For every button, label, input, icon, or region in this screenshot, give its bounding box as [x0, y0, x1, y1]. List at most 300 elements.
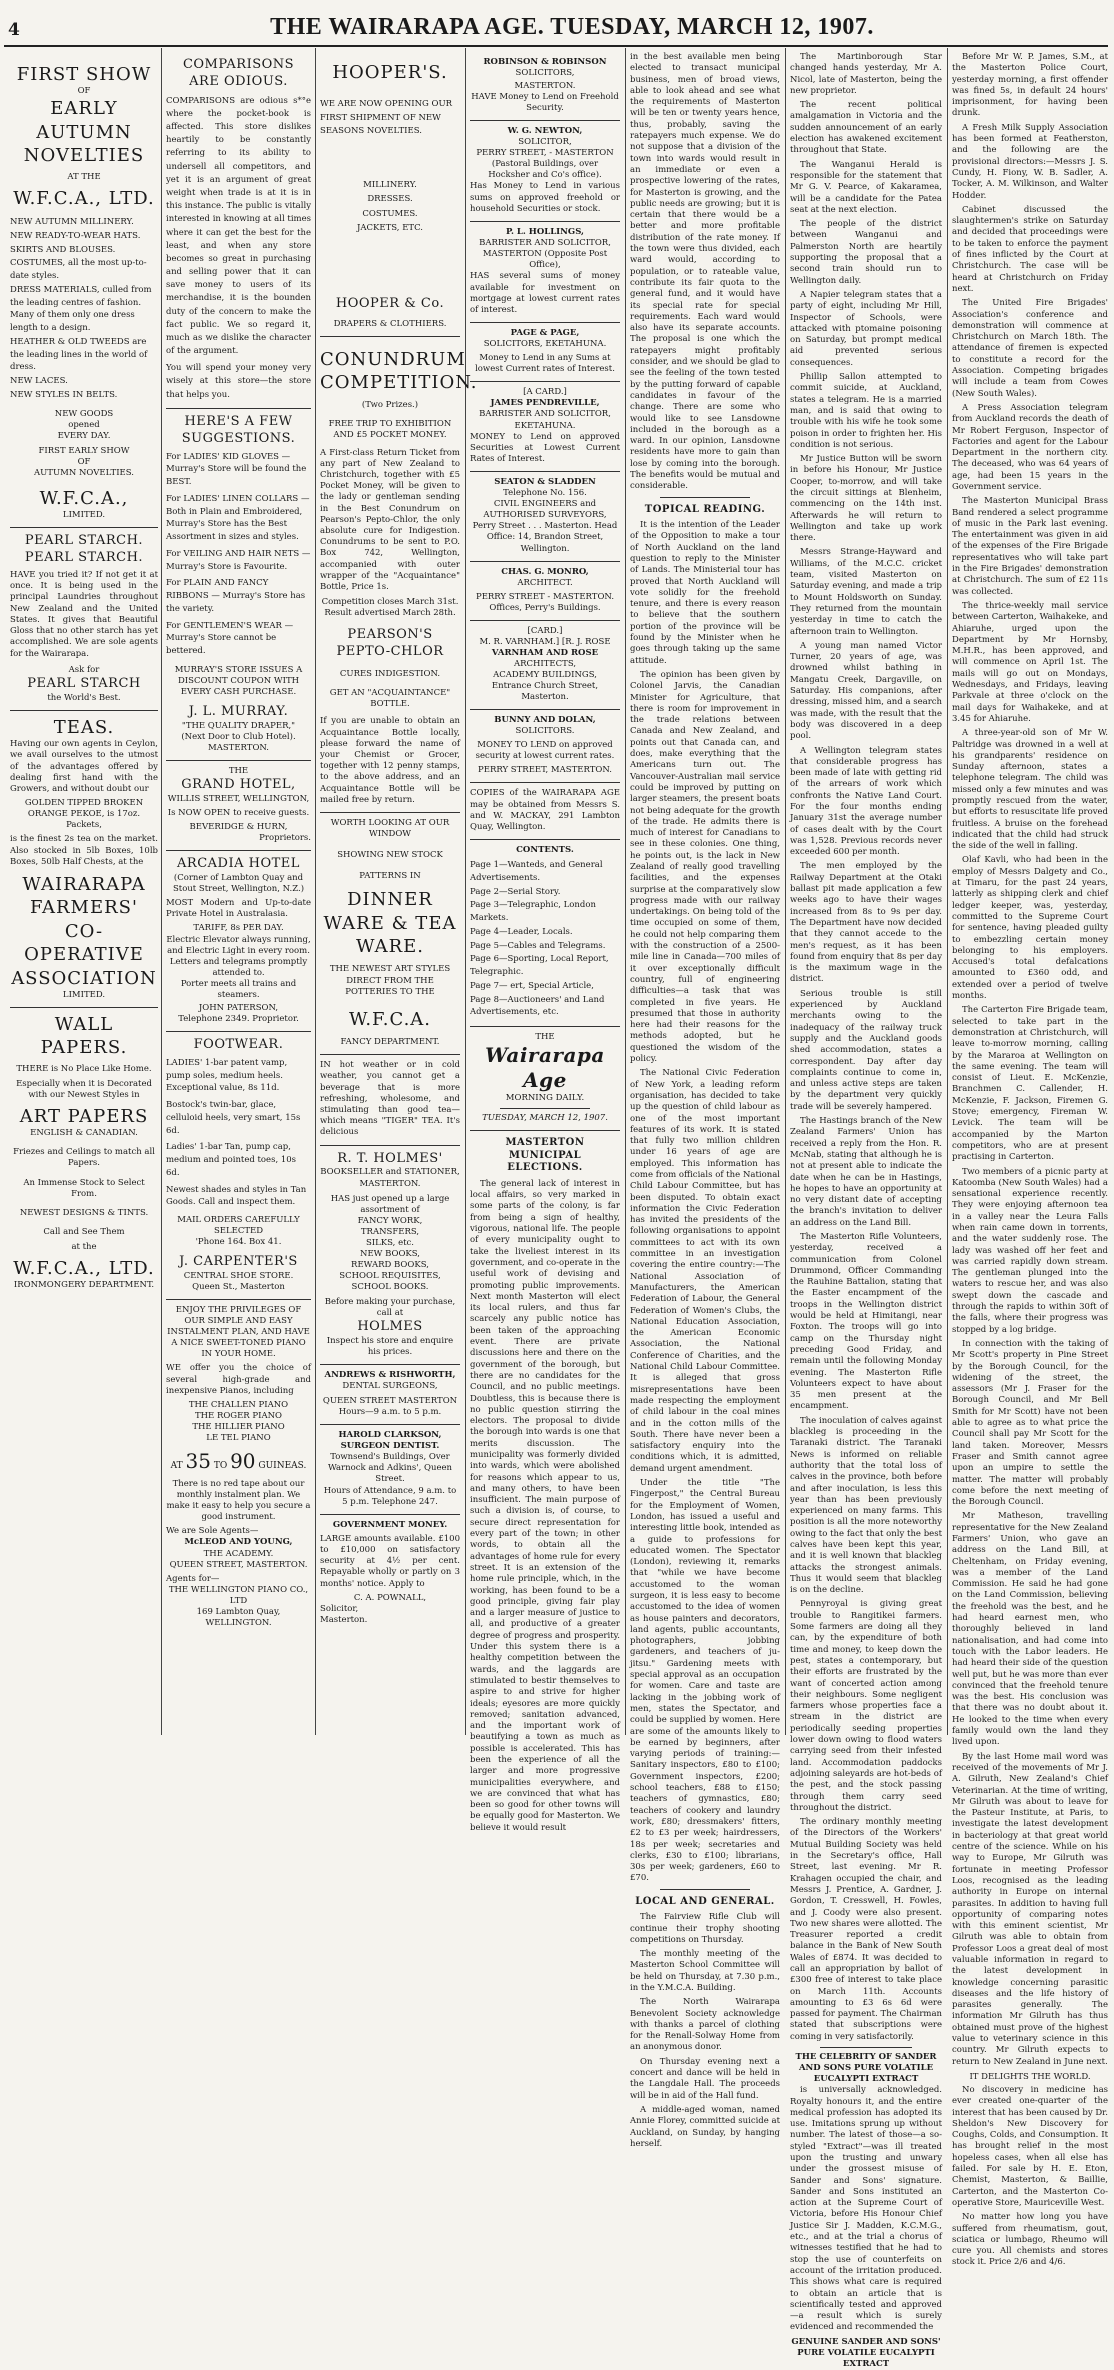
list-item: Page 2—Serial Story.: [470, 886, 561, 897]
list-item: Ladies' 1-bar Tan, pump cap, medium and pointed toes, 10s 6d.: [166, 1142, 297, 1178]
list-item: SKIRTS AND BLOUSES.: [10, 244, 116, 255]
ad-text: LIMITED.: [62, 510, 106, 521]
ad-title: P. L. HOLLINGS,: [506, 227, 584, 238]
ad-text: Hours of Attendance, 9 a.m. to 5 p.m. Telephone 247.: [323, 1485, 457, 1507]
ad-text: No matter how long you have suffered from rheumatism, gout, sciatica or lumbago, Rheumo will cure you. All chemists and stores stock it. Price 2/6 and 4/6.: [952, 2212, 1108, 2268]
ad-robinson: [470, 52, 620, 121]
article-paragraph: A young man named Victor Turner, 20 years of age, was drowned whilst bathing in Mangatu Creek, Dargaville, on Saturday. His companions, after dressing, missed him, and a search was made, with the result that the body was discovered in a deep pool.: [790, 640, 942, 742]
article-paragraph: The Masterton Rifle Volunteers, yesterday, received a communication from Colonel Drummond, Officer Commanding the Rauhine Battalion, stating that the Easter encampment of the troops in the Wellington district would be held at Himitangi, near Foxton. The troops will go into camp on the Thursday night preceding Good Friday, and remain until the following Monday evening. The Masterton Rifle Volunteers expect to have about 35 men present at the encampment.: [790, 1231, 942, 1412]
column-rule: [315, 48, 316, 1735]
ad-text: MORNING DAILY.: [505, 1093, 585, 1104]
article-paragraph: The United Fire Brigades' Association's conference and demonstration will commence at Christchurch on March 18th. The attendance of firemen is expected to constitute a record for the Association. Competing brigades will include a team from Cowes (New South Wales).: [952, 298, 1108, 399]
ad-text: Money to Lend in any Sums at lowest Current rates of Interest.: [475, 353, 615, 375]
list-item: Page 6—Sporting, Local Report, Telegraphic.: [470, 954, 609, 978]
article-paragraph: Phillip Sallon attempted to commit suicide, at Auckland, states a telegram. He is a married man, and is said that owing to trouble with his wife he took some poison in order to frighten her. His condition is not serious.: [790, 372, 942, 450]
column-6: [790, 52, 942, 2369]
ad-teas: [10, 711, 158, 1008]
ad-text: THE: [228, 765, 249, 776]
suggestions-list: [166, 451, 311, 659]
ad-title: FARMERS': [30, 897, 138, 919]
ad-title: HOOPER'S.: [332, 62, 448, 83]
ad-text: is universally acknowledged. Royalty honours it, and the entire medical profession has adopted its use. Imitations sprung up without number. The latest of those—a so-styled "Extract"—was ill treated upon the trusting and unwary under the grossest misuse of Sander and Sons' signature. Sander and Sons instituted an action at the Supreme Court of Victoria, before His Honour Chief Justice Sir J. Madden, K.C.M.G., etc., and at the trial a chorus of witnesses testified that he had to stop the use of counterfeits on account of the irritation produced. This shows what care is required to obtain an article that is scientifically tested and approved—a result which is surely evidenced and recommended the: [790, 2085, 942, 2333]
article-paragraph: The Masterton Municipal Brass Band rendered a select programme of music in the Park last evening. The entertainment was given in aid of the expenses of the Fire Brigade representatives who will take part in the Fire Brigades' demonstration at Christchurch. The sum of £2 11s was collected.: [952, 496, 1108, 597]
ad-title: W. G. NEWTON,: [507, 126, 583, 137]
ad-title: ANDREWS & RISHWORTH,: [324, 1370, 456, 1381]
ad-title: W.F.C.A., LTD.: [13, 187, 155, 209]
list-item: SILKS, etc.: [365, 1237, 414, 1248]
page-number: 4: [8, 20, 20, 40]
column-rule: [785, 48, 786, 1735]
article-paragraph: Mr Matheson, travelling representative for the New Zealand Farmers' Union, who gave an address on the Land Bill, at Cheltenham, on Friday evening, was a member of the Land Commission. He said he had gone on the Land Commission, believing the freehold was the best, and he had heard earnest men, who thoroughly believed in land nationalisation, and had come into touch with the Labor leaders. He had heard their side of the question well put, but he was more than ever convinced that the freehold tenure was the best. His conclusion was that there was no doubt about it. He looked to the time when every family would own the land they lived upon.: [952, 1511, 1108, 1748]
ad-title: CHAS. G. MONRO,: [501, 566, 589, 577]
article-paragraph: The Carterton Fire Brigade team, selected to take part in the demonstration at Christchurch, will leave to-morrow morning, calling by the Mararoa at Wellington on the same evening. The team will consist of Lieut. E. McKenzie, Branchmen C. Callender, H. McKenzie, F. Jackson, Firemen G. Stove; emergency, Fireman W. Levick. The team will be accompanied by the Marton competitors, who are at present practising in Carterton.: [952, 1005, 1108, 1163]
ad-suggestions: [166, 409, 311, 761]
ad-title: CONUNDRUM COMPETITION.: [320, 348, 478, 393]
article-paragraph: Messrs Strange-Hayward and Williams, of the M.C.C. cricket team, visited Masterton on Saturday evening, and made a trip to Mount Holdsworth on Sunday. They returned from the mountain yesterday in time to catch the afternoon train to Wellington.: [790, 547, 942, 637]
ad-text: CURES INDIGESTION.: [339, 669, 441, 680]
ad-title: EARLY: [50, 98, 118, 120]
ad-text: 169 Lambton Quay,: [196, 1606, 281, 1617]
ad-text: ACADEMY BUILDINGS,: [493, 669, 597, 680]
article-paragraph: Two members of a picnic party at Katoomba (New South Wales) had a sensational experience recently. They were enjoying afternoon tea in a valley near the Leura Falls when rain came down in torrents, and the water suddenly rose. The lady was washed off her feet and was carried rapidly down stream. The gentleman plunged into the waters to rescue her, and was also swept down the cascade and through the rapids to within 30ft of the falls, where their progress was stopped by a log bridge.: [952, 1166, 1108, 1335]
ad-title: PEARSON'S PEPTO-CHLOR: [336, 627, 444, 660]
column-rule: [161, 48, 162, 1735]
list-item: DRESS MATERIALS, culled from the leading centres of fashion. Many of them only one dress length to a design.: [10, 284, 152, 334]
ad-bunny-dolan: [470, 710, 620, 783]
article-paragraph: A Press Association telegram from Auckland records the death of Mr Robert Ferguson, Inspector of Factories and agent for the Labour Department in the northern city. The deceased, who was 64 years of age, had been 15 years in the Government service.: [952, 402, 1108, 492]
ad-title: R. T. HOLMES': [337, 1150, 443, 1166]
ad-title: HOOPER & Co.: [335, 295, 445, 311]
column-5: [630, 52, 780, 2149]
ad-text: (Two Prizes.): [361, 400, 419, 411]
ad-andrews: [320, 1365, 460, 1425]
ad-title: ROBINSON & ROBINSON: [483, 57, 607, 67]
ad-text: There is no red tape about our monthly instalment plan. We make it easy to help you secure a good instrument.: [166, 1479, 311, 1523]
ad-text: DRAPERS & CLOTHIERS.: [333, 318, 447, 329]
column-7: [952, 52, 1109, 2268]
ad-text: Queen St., Masterton: [192, 1282, 285, 1293]
ad-text: (Corner of Lambton Quay and Stout Street, Wellington, N.Z.): [172, 872, 305, 894]
list-item: SCHOOL REQUISITES,: [339, 1270, 441, 1281]
section-heading: CONTENTS.: [516, 845, 574, 856]
ad-tiger-tea: [320, 1055, 460, 1146]
price-high: 90: [230, 1449, 256, 1474]
ad-varnham: [470, 621, 620, 710]
ad-text: FREE TRIP TO EXHIBITION AND £5 POCKET MONEY.: [328, 419, 452, 441]
ad-text: [CARD.]: [527, 625, 563, 636]
article-headline: MASTERTON MUNICIPAL ELECTIONS.: [505, 1137, 585, 1174]
ad-grand-hotel: [166, 761, 311, 851]
price-low: 35: [185, 1449, 211, 1474]
ad-title: THE CELEBRITY OF SANDER AND SONS PURE VOLATILE EUCALYPTI EXTRACT: [795, 2052, 937, 2085]
ad-text: Has Money to Lend in various sums on approved freehold or household Securities or stock.: [470, 181, 620, 214]
list-item: REWARD BOOKS,: [351, 1259, 429, 1270]
article-paragraph: Under the title "The Fingerpost," the Central Bureau for the Employment of Women, London, has issued a useful and interesting little book, intended as a guide to professions for educated women. The Spectator (London), reviewing it, remarks that "while we have become accustomed to the woman surgeon, it is less easy to become accustomed to the idea of women as house painters and decorators, land agents, public accountants, photographers, jobbing gardeners, and teachers of ju-jitsu." Gardening meets with special approval as an occupation for women. Care and taste are lacking in the jobbing work of men, states the Spectator, and could be supplied by women. Here are some of the amounts likely to be earned by beginners, after varying periods of training:—Sanitary inspectors, £80 to £100; Government inspectors, £200; school teachers, £88 to £150; teachers of gymnastics, £80; teachers of cookery and laundry work, £80; dressmakers' fitters, £2 to £3 per week; hairdressers, 18s per week; secretaries and clerks, £30 to £100; librarians, 30s per week; gardeners, £60 to £70.: [630, 1478, 780, 1884]
list-item: For LADIES' KID GLOVES — Murray's Store will be found the BEST.: [166, 451, 307, 488]
leader-article: [470, 1137, 620, 1834]
list-item: THE CHALLEN PIANO: [188, 1400, 289, 1411]
ad-text: Telephone No. 156.: [503, 488, 587, 499]
ad-title: IT DELIGHTS THE WORLD.: [969, 2071, 1091, 2082]
ad-title: GOVERNMENT MONEY.: [332, 1519, 448, 1530]
ad-text: A First-class Return Ticket from any part of New Zealand to Christchurch, together with £5 Pocket Money, will be given to the lady or gentleman sending in the Best Conundrum on Pearson's Pepto-Chlor, the only absolute cure for Indigestion. Conundrums to be sent to P.O. Box 742, Wellington, accompanied with outer wrapper of the "Acquaintance" Bottle, Price 1s.: [320, 447, 460, 593]
list-item: JACKETS, ETC.: [357, 223, 423, 234]
ad-text: Electric Elevator always running, and Electric Light in every room.: [166, 934, 311, 956]
article-paragraph: Pennyroyal is giving great trouble to Rangitikei farmers. Some farmers are doing all they can, by the expenditure of both time and money, to keep down the pest, states a contemporary, but their efforts are frustrated by the want of concerted action among their neighbours. Some negligent farmers whose properties face a stream in the district are periodically seeding properties lower down owing to flood waters carrying seed from their infested land. Accommodation paddocks adjoining saleyards are hot-beds of the pest, and the stock passing through them carry seed throughout the district.: [790, 1599, 942, 1813]
ad-title: BUNNY AND DOLAN,: [494, 715, 596, 726]
list-item: Page 8—Auctioneers' and Land Advertisements, etc.: [470, 994, 605, 1018]
list-item: Page 3—Telegraphic, London Markets.: [470, 900, 596, 924]
article-paragraph: On Thursday evening next a concert and dance will be held in the Langdale Hall. The proceeds will be in aid of the Hall fund.: [630, 2056, 780, 2101]
column-2: [166, 52, 311, 1735]
article-paragraph: The Fairview Rifle Club will continue their trophy shooting competitions on Thursday.: [630, 1912, 780, 1945]
ad-text: THE WELLINGTON PIANO CO., LTD: [168, 1584, 309, 1606]
ad-text: SOLICITORS,: [515, 68, 575, 79]
ad-text: PERRY STREET - MASTERTON. Offices, Perry's Buildings.: [475, 591, 615, 613]
ad-text: AUTUMN NOVELTIES.: [34, 467, 134, 478]
price-range: [166, 1449, 311, 1474]
article-paragraph: A three-year-old son of Mr W. Paltridge was drowned in a well at his grandparents' residence on Sunday afternoon, states a telephone telegram. The child was missed only a few minutes and was promptly rescued from the water, but efforts to resuscitate life proved fruitless. A bruise on the forehead indicated that the child had struck the side of the well in falling.: [952, 728, 1108, 852]
ad-text: BARRISTER AND SOLICITOR,: [479, 409, 611, 420]
article-paragraph: The Wanganui Herald is responsible for the statement that Mr G. V. Pearce, of Kakaramea, will be a candidate for the Patea seat at the next election.: [790, 159, 942, 215]
ad-title: ARCADIA HOTEL: [177, 856, 300, 872]
ad-text: Call and See Them: [43, 1226, 125, 1237]
ad-title: HAROLD CLARKSON, SURGEON DENTIST.: [338, 1430, 442, 1452]
list-item: HEATHER & OLD TWEEDS are the leading lines in the world of dress.: [10, 336, 148, 373]
ad-text: 'Phone 164. Box 41.: [195, 1237, 282, 1248]
column-1: [10, 52, 158, 1735]
ad-text: SOLICITORS, EKETAHUNA.: [483, 339, 607, 350]
ad-text: Solicitor,: [320, 1603, 359, 1614]
ad-title: DINNER WARE & TEA WARE.: [323, 889, 457, 958]
list-item: For GENTLEMEN'S WEAR — Murray's Store cannot be bettered.: [166, 620, 294, 657]
ad-text: PERRY STREET, - MASTERTON (Pastoral Buildings, over Hocksher and Co's office).: [476, 148, 614, 181]
article-paragraph: in the best available men being elected to transact municipal business, men of broad views, able to look ahead and see what the requirements of Masterton will be ten or twenty years hence, thus, probably, saving the ratepayers much expense. We do not suppose that a division of the town into wards would result in an immediate or even a prospective lowering of the rates, for Masterton is growing, and the public needs are growing; but it is certain that there would be a better and more profitable distribution of the rate money. If the town were thus divided, each ward would, according to population, or to rateable value, contribute its fair quota to the general fund, and it would have its special rate for special requirements. Each ward would also have its separate accounts. The proposal is one which the ratepayers might profitably consider, and we should be glad to see the feeling of the town tested by the putting forward of capable candidates in favour of the change. There are some who would like to see Lansdowne included in the borough as a ward. In our opinion, Lansdowne residents have more to gain than lose by coming into the borough. The benefits would be mutual and considerable.: [630, 52, 780, 492]
article-paragraph: The Martinborough Star changed hands yesterday, Mr A. Nicol, late of Masterton, being the new proprietor.: [790, 52, 942, 96]
ad-title: FIRST SHOW: [16, 64, 152, 85]
list-item: MILLINERY.: [363, 179, 417, 190]
ad-comparisons: [166, 52, 311, 409]
ad-text: Having our own agents in Ceylon, we avail ourselves to the utmost of the advantages offered by dealing first hand with the Growers, and without doubt our: [10, 739, 158, 795]
column-rule: [625, 48, 626, 1735]
ad-text: No discovery in medicine has ever created one-quarter of the interest that has been caused by Dr. Sheldon's New Discovery for Coughs, Colds, and Consumption. It has brought relief in the most hopeless cases, when all else has failed. For sale by H. E. Eton, Chemist, Masterton, & Baillie, Carterton, and the Masterton Co-operative Store, Mauriceville West.: [952, 2085, 1109, 2208]
ad-text: SHOWING NEW STOCK: [337, 850, 443, 861]
list-item: NEW READY-TO-WEAR HATS.: [10, 230, 141, 241]
ad-wall-papers: [10, 1008, 158, 1297]
list-item: TRANSFERS,: [360, 1226, 420, 1237]
ad-text: HAS just opened up a large assortment of: [330, 1193, 450, 1215]
ad-text: Agents for—: [166, 1573, 220, 1584]
ad-title: VARNHAM AND ROSE: [491, 647, 599, 658]
list-item: THE ROGER PIANO: [194, 1411, 283, 1422]
ad-text: Competition closes March 31st. Result advertised March 28th.: [321, 597, 459, 619]
ad-text: OF: [77, 456, 91, 467]
masthead-rule: [4, 45, 1108, 47]
ad-text: THE: [535, 1032, 555, 1043]
ad-title: HOLMES: [357, 1319, 423, 1335]
ad-title: JAMES PENDREVILLE,: [490, 398, 600, 409]
list-item: NEW BOOKS,: [360, 1248, 420, 1259]
ad-page-and-page: [470, 323, 620, 382]
list-item: For VEILING AND HAIR NETS — Murray's Store is Favourite.: [166, 548, 311, 572]
list-item: FANCY WORK,: [357, 1215, 423, 1226]
footwear-list: [166, 1057, 311, 1210]
ad-text: MONEY to Lend on approved Securities at Lowest Current Rates of Interest.: [470, 431, 620, 464]
ad-conundrum: [320, 337, 478, 814]
ad-title: HERE'S A FEW SUGGESTIONS.: [181, 413, 296, 446]
ad-text: WILLIS STREET, WELLINGTON,: [167, 793, 310, 804]
ad-text: HAS several sums of money available for investment on mortgage at lowest current rates of interest.: [470, 271, 620, 315]
ad-text: COMPARISONS are odious s*°e where the pocket-book is affected. This store dislikes heartily to be constantly referring to its ability to undersell all competitors, and yet it is an argument of great weight when trade is at it is in this instance. The public is vitally interested in knowing at all times where it can get the best for the least, and when any store becomes so great in purchasing and selling power that it can save money to users of its merchandise, it is the bounden duty of the concern to make the fact public. We so regard it, much as we dislike the character of the argument.: [166, 95, 311, 357]
list-item: LE TEL PIANO: [206, 1433, 271, 1444]
list-item: Page 4—Leader, Locals.: [470, 926, 573, 937]
ad-title: PEARL STARCH: [27, 675, 141, 691]
show-items: [10, 216, 158, 403]
ad-title: GRAND HOTEL,: [181, 776, 296, 792]
ad-text: NEWEST DESIGNS & TINTS.: [19, 1207, 149, 1218]
ad-text: CENTRAL SHOE STORE.: [183, 1271, 294, 1282]
ad-holmes: [320, 1146, 460, 1365]
article-paragraph: A Wellington telegram states that considerable progress has been made of late with getting rid of the arrears of work which confronts the Native Land Court. For the four months ending January 31st the average number of cases dealt with by the Court was 1,528. Previous records never exceeded 600 per month.: [790, 745, 942, 858]
ad-seaton: [470, 472, 620, 561]
ad-text: Before making your purchase, call at: [324, 1297, 456, 1319]
ad-text: WELLINGTON.: [205, 1617, 272, 1628]
ad-government-money: [320, 1515, 460, 1632]
article-paragraph: Serious trouble is still experienced by Auckland merchants owing to the inadequacy of the railway truck supply and the Auckland goods shed accommodation, states a correspondent. Day after day complaints continue to come in, and unless active steps are taken by the department very quickly trade will be severely hampered.: [790, 988, 942, 1112]
ad-text: the World's Best.: [47, 692, 121, 703]
list-item: Page 1—Wanteds, and General Advertisements.: [470, 860, 603, 883]
ad-text: WORTH LOOKING AT OUR WINDOW: [330, 818, 450, 840]
ad-pearl-starch: [10, 528, 158, 711]
ad-text: PERRY STREET, MASTERTON.: [478, 765, 612, 776]
section-heading: TOPICAL READING.: [644, 503, 766, 515]
ad-text: EVERY DAY.: [57, 430, 111, 441]
ad-text: THE NEWEST ART STYLES DIRECT FROM THE POTTERIES TO THE: [329, 964, 451, 997]
article-paragraph: The Hastings branch of the New Zealand Farmers' Union has received a reply from the Hon. R. McNab, stating that although he is not at present able to indicate the date when he can be in Hastings, he hopes to have an opportunity at no very distant date of accepting the branch's invitation to deliver an address on the Land Bill.: [790, 1116, 942, 1228]
article-paragraph: The North Wairarapa Benevolent Society acknowledge with thanks a parcel of clothing for the Renall-Solway Home from an anonymous donor.: [630, 1997, 780, 2053]
ad-text: ARCHITECTS,: [513, 658, 577, 669]
list-item: COSTUMES.: [362, 208, 418, 219]
ad-text: BARRISTER AND SOLICITOR,: [479, 238, 611, 249]
ad-clarkson: [320, 1425, 460, 1514]
list-item: For LADIES' LINEN COLLARS — Both in Plain and Embroidered, Murray's Store has the Best Assortment in sizes and styles.: [166, 493, 310, 543]
article-paragraph: Olaf Kavli, who had been in the employ of Messrs Dalgety and Co., at Timaru, for the past 24 years, latterly as shipping clerk and chief ledger keeper, was, yesterday, committed to the Supreme Court for sentence, having pleaded guilty to embezzling certain money belonging to his employers. Accused's total defalcations amounted to £360 odd, and extended over a period of twelve months.: [952, 855, 1108, 1002]
ad-text: FIRST EARLY SHOW: [38, 445, 130, 456]
ad-title: AUTUMN: [36, 121, 132, 143]
ad-text: Hours—9 a.m. to 5 p.m.: [338, 1407, 442, 1418]
list-item: LADIES' 1-bar patent vamp, pump soles, medium heels. Exceptional value, 8s 11d.: [166, 1057, 288, 1094]
article-paragraph: By the last Home mail word was received of the movements of Mr J. A. Gilruth, New Zealand's Chief Veterinarian. At the time of writing, Mr Gilruth was about to leave for the Pasteur Institute, at Paris, to investigate the latest development in bacteriology at that great world centre of the science. While on his way to Europe, Mr Gilruth was fortunate in meeting Professor Loos, recognised as the leading authority in Europe on internal parasites. In addition to having full opportunity of comparing notes with this eminent scientist, Mr Gilruth was able to obtain from Professor Loos a great deal of most valuable information in regard to the latest development in knowledge concerning parasitic diseases and the life history of parasites generally. The information Mr Gilruth has thus obtained must prove of the highest value to veterinary science in this country. Mr Gilruth expects to return to New Zealand in June next.: [952, 1751, 1108, 2067]
ad-text: [A CARD.]: [523, 387, 567, 398]
list-item: NEW AUTUMN MILLINERY.: [10, 217, 134, 228]
ad-text: opened: [68, 419, 100, 430]
ad-text: QUEEN STREET MASTERTON: [322, 1396, 458, 1407]
article-paragraph: The general lack of interest in local affairs, so very marked in some parts of the colony, is far from being a sign of healthy, vigorous, national life. The people of every municipality ought to take the liveliest interest in its government, and co-operate in the useful work of devising and promoting public improvements. Next month Masterton will elect its local rulers, and thus far scarcely any public notice has been taken of the approaching event. There are private discussions here and there on the government of the borough, but there are no candidates for the Council, and no public meetings. Doubtless, this is because there is no public question stirring the electors. The proposal to divide the borough into wards is one that merits discussion. The municipality was formerly divided into wards, which were abolished for reasons which appear to us, and many others, to have been insufficient. The main purpose of such a division is, of course, to secure direct representation for every part of the town; in other words, to obtain all the advantages of home rule for every street. It is an extension of the home rule principle, which, in the working, has been found to be a good principle, giving fair play and a larger measure of justice to all, and productive of a greater degree of progress and prosperity. Under this system there is a healthy competition between the wards, and the laggards are stimulated to bestir themselves to aspire to and strive for higher ideals; eyesores are more quickly removed; sanitation advanced, and the important work of beautifying a town as much as possible is accelerated. This has been the experience of all the larger and more progressive municipalities everywhere, and we are convinced that what has been so good for other towns will be equally good for Masterton. We believe it would result: [470, 1178, 620, 1833]
ad-hollings: [470, 222, 620, 323]
ad-title: TEAS.: [53, 716, 115, 738]
ad-text: M. R. VARNHAM.] [R. J. ROSE: [479, 636, 611, 647]
column-4: [470, 52, 620, 1833]
ad-text: is the finest 2s tea on the market. Also stocked in 5lb Boxes, 10lb Boxes, 50lb Half Chests, at the: [10, 834, 158, 867]
ad-title: W.F.C.A., LTD.: [13, 1257, 155, 1279]
ad-hoopers: [320, 52, 460, 337]
ad-text: LIMITED.: [62, 990, 106, 1001]
issue-date: TUESDAY, MARCH 12, 1907.: [482, 1113, 608, 1124]
article-paragraph: The thrice-weekly mail service between Carterton, Waihakeke, and Ahiaruhe, urged upon the Department by Mr Hornsby, M.H.R., has been approved, and will commence on April 1st. The mails will go out on Mondays, Wednesdays, and Fridays, leaving Parkvale at three o'clock on the mail days for Waihakeke, and at 3.45 for Ahiaruhe.: [952, 600, 1108, 724]
ad-text: AT: [170, 1461, 183, 1472]
ad-text: IRONMONGERY DEPARTMENT.: [13, 1280, 155, 1291]
ad-pendreville: [470, 382, 620, 472]
column-rule: [947, 48, 948, 1735]
ad-title: W.F.C.A.,: [39, 487, 129, 509]
article-paragraph: The people of the district between Wanganui and Palmerston North are heartily supporting the proposal that a second train should run to Wellington daily.: [790, 219, 942, 286]
ad-title: J. L. MURRAY.: [188, 703, 289, 719]
ad-text: Ask for: [68, 664, 100, 675]
list-item: NEW LACES.: [10, 376, 68, 387]
ad-text: Telephone 2349. Proprietor.: [178, 1013, 299, 1024]
ad-text: QUEEN STREET, MASTERTON.: [169, 1559, 308, 1570]
ad-text: Inspect his store and enquire his prices.: [326, 1335, 454, 1358]
ad-text: You will spend your money very wisely at this store—the store that helps you.: [166, 363, 311, 400]
ad-text: EKETAHUNA.: [514, 420, 576, 431]
ad-text: TARIFF, 8s PER DAY.: [193, 923, 284, 934]
contents-box: [470, 840, 620, 1027]
article-paragraph: A middle-aged woman, named Annie Florey, committed suicide at Auckland, on Sunday, by hanging herself.: [630, 2104, 780, 2149]
ad-monro: [470, 562, 620, 621]
ad-text: MASTERTON.: [207, 742, 270, 753]
ad-text: PATTERNS IN: [359, 871, 421, 882]
ad-text: JOHN PATERSON,: [198, 1002, 279, 1013]
ad-text: McLEOD AND YOUNG,: [184, 1537, 293, 1548]
ad-text: TO: [213, 1461, 228, 1472]
ad-title: W.F.C.A.: [348, 1008, 432, 1030]
ad-text: Proprietors.: [259, 833, 311, 844]
ad-footwear: [166, 1032, 311, 1300]
article-paragraph: In connection with the taking of Mr Scott's property in Pine Street by the Borough Council, for the widening of the street, the assessors (Mr J. Fraser for the Borough Council, and Mr Bell Smith for Mr Scott) have not been able to agree as to what price the Council shall pay Mr Scott for the land taken. Moreover, Messrs Fraser and Smith cannot agree upon an umpire to settle the matter. The matter will probably come before the next meeting of the Borough Council.: [952, 1338, 1108, 1508]
ad-text: BEVERIDGE & HURN,: [189, 821, 288, 832]
ad-newton: [470, 121, 620, 222]
ad-text: MOST Modern and Up-to-date Private Hotel in Australasia.: [166, 898, 311, 920]
ad-text: BOOKSELLER and STATIONER,: [320, 1167, 460, 1178]
article-paragraph: Before Mr W. P. James, S.M., at the Masterton Police Court, yesterday morning, a first offender was fined 5s, in default 24 hours' imprisonment, for having been drunk.: [952, 52, 1108, 119]
ad-text: at the: [71, 1241, 97, 1252]
ad-text: C. A. POWNALL,: [353, 1592, 427, 1603]
ad-text: OF: [77, 86, 91, 97]
article-paragraph: It is the intention of the Leader of the Opposition to make a tour of North Auckland on the land question to reply to the Minister of Lands. The Ministerial tour has proved that North Auckland will vote solidly for the freehold tenure, and there is every reason to believe that the southern portion of the province will be found by the Minister when he goes through taking up the same attitude.: [630, 520, 780, 666]
list-item: Page 5—Cables and Telegrams.: [470, 940, 606, 951]
ad-text: MURRAY'S STORE ISSUES A DISCOUNT COUPON WITH EVERY CASH PURCHASE.: [174, 664, 303, 697]
article-paragraph: Cabinet discussed the slaughtermen's strike on Saturday and decided that proceedings were to be taken to enforce the payment of fines inflicted by the Court at Christchurch. The case will be heard at Christchurch on Friday next.: [952, 204, 1108, 294]
ad-text: FANCY DEPARTMENT.: [340, 1037, 440, 1048]
ad-title: ART PAPERS: [19, 1105, 149, 1127]
ad-text: Masterton.: [320, 1614, 368, 1625]
ad-title: COMPARISONS ARE ODIOUS.: [182, 57, 295, 89]
ad-text: (Next Door to Club Hotel).: [181, 731, 296, 742]
ad-title: FOOTWEAR.: [193, 1036, 284, 1052]
notice-copies: [470, 783, 620, 840]
ad-title: GENUINE SANDER AND SONS' PURE VOLATILE EUCALYPTI EXTRACT: [791, 2336, 941, 2369]
ad-text: SOLICITORS.: [515, 726, 575, 737]
list-item: DRESSES.: [367, 194, 413, 205]
ad-text: Porter meets all trains and steamers.: [180, 978, 297, 1000]
list-item: NEW STYLES IN BELTS.: [10, 389, 118, 400]
ad-dinner-ware: [320, 813, 460, 1055]
ad-text: "THE QUALITY DRAPER,": [181, 720, 296, 731]
ad-text: Perry Street . . . Masterton. Head Office: 14, Brandon Street, Wellington.: [472, 521, 618, 554]
ad-text: AT THE: [67, 171, 101, 182]
ad-text: Is NOW OPEN to receive guests.: [167, 807, 310, 818]
ad-text: ENJOY THE PRIVILEGES OF OUR SIMPLE AND EASY INSTALMENT PLAN, AND HAVE A NICE SWEET-TONED PIANO IN YOUR HOME.: [167, 1305, 310, 1360]
ad-text: GOLDEN TIPPED BROKEN ORANGE PEKOE, is 17oz. Packets,: [24, 798, 144, 831]
ad-text: DENTAL SURGEONS,: [342, 1381, 438, 1392]
ad-text: NEW GOODS: [54, 408, 114, 419]
ad-text: MONEY TO LEND on approved security at lowest current rates.: [475, 740, 615, 762]
article-paragraph: A Fresh Milk Supply Association has been formed at Featherston, and the following are the provisional directors:—Messrs J. S. Cundy, H. Fiony, W. B. Sadler, A. Tocker, A. M. Wilkinson, and Walter Hodder.: [952, 122, 1108, 201]
ad-text: An Immense Stock to Select From.: [23, 1177, 145, 1199]
ad-text: SOLICITOR,: [518, 137, 572, 148]
article-paragraph: The opinion has been given by Colonel Jarvis, the Canadian Minister for Agriculture, that there is room for improvement in the trade relations between Canada and New Zealand, and points out that Canada can, and does, make everything that the Americans turn out. The Vancouver-Australian mail service could be improved by putting on larger steamers, the present boats not being adequate for the growth of the trade. He admits there is much of interest for Canadians to see in these colonies. One thing, he points out, is the lack in New Zealand of really good travelling facilities, and the expenses surprise at the comparatively slow progress made with our railway undertakings. On being told of the time occupied on some of them, he could not help comparing them with the construction of a 2500-mile line in Canada—700 miles of it over exceptionally difficult country, full of engineering difficulties—a task that was completed in five years. He presumed that those in authority here had their reasons for the methods adopted, but he questioned the wisdom of the policy.: [630, 669, 780, 1065]
ad-title: ASSOCIATION: [11, 967, 157, 989]
ad-text: MASTERTON.: [359, 1178, 421, 1189]
ad-title: PEARL STARCH. PEARL STARCH.: [24, 533, 144, 566]
article-paragraph: The men employed by the Railway Department at the Otaki ballast pit made application a few weeks ago to have their wages increased from 8s to 9s per day. The Department have now decided that they cannot accede to the men's request, as it has been found from enquiry that 8s per day is the maximum wage in the district.: [790, 861, 942, 985]
ad-pianos: [166, 1300, 311, 1635]
list-item: COSTUMES, all the most up-to-date styles.: [10, 258, 147, 282]
ad-text: THERE is No Place Like Home.: [16, 1063, 152, 1074]
article-paragraph: The ordinary monthly meeting of the Directors of the Workers' Mutual Building Society was held in the Secretary's office, Hall Street, last evening. Mr R. Krahagen occupied the chair, and Messrs J. Prentice, A. Gardner, J. Gordon, T. Cresswell, H. Fowles, and J. Coody were also present. Two new shares were allotted. The Treasurer reported a credit balance in the Bank of New South Wales of £874. It was decided to call an appropriation by ballot of £300 free of interest to take place on March 11th. Accounts amounting to £3 6s 6d were passed for payment. The Chairman stated that subscriptions were coming in very satisfactorily.: [790, 1817, 942, 2042]
article-paragraph: The National Civic Federation of New York, a leading reform organisation, has decided to take up the question of child labour as one of the most important features of its work. It is stated that fully two million children under 16 years of age are employed. This information has come from officials of the National Child Labour Committee, but has been disputed. To obtain exact information the Civic Federation has invited the presidents of the following organisations to appoint committees to act with its own committee in an investigation covering the entire country:—The National Association of Manufacturers, the American Federation of Labour, the General Federation of Women's Clubs, the National Education Association, the American Economic Association, the National Conference of Charities, and the National Child Labour Committee. It is alleged that gross misrepresentations have been made respecting the employment of child labour in the coal mines and in the cotton mills of the South. There have never been a satisfactory enquiry into the conditions which, it is admitted, demand urgent amendment.: [630, 1068, 780, 1474]
column-3: [320, 52, 478, 1735]
ad-text: HAVE Money to Lend on Freehold Security.: [471, 92, 619, 114]
ad-text: CIVIL ENGINEERS and AUTHORISED SURVEYORS,: [483, 499, 607, 521]
list-item: THE HILLIER PIANO: [192, 1422, 285, 1433]
masthead: THE WAIRARAPA AGE. TUESDAY, MARCH 12, 1907.: [270, 14, 874, 40]
list-item: Bostock's twin-bar, glace, celluloid heels, very smart, 15s 6d.: [166, 1100, 301, 1136]
ad-text: MASTERTON (Opposite Post Office),: [482, 249, 608, 271]
ad-text: Letters and telegrams promptly attended to.: [169, 956, 308, 978]
ad-text: ARCHITECT.: [517, 577, 573, 588]
ad-text: If you are unable to obtain an Acquaintance Bottle locally, please forward the name of your Chemist or Grocer, together with 12 penny stamps, to the above address, and an Acquaintance Bottle will be mailed free by return.: [320, 716, 460, 805]
ad-text: MAIL ORDERS CAREFULLY SELECTED: [177, 1215, 300, 1237]
article-paragraph: The monthly meeting of the Masterton School Committee will be held on Thursday, at 7.30 p.m., in the Y.M.C.A. Building.: [630, 1949, 780, 1993]
ad-text: HAVE you tried it? If not get it at once. It is being used in the principal Laundries throughout New Zealand and the United States. It gives that Beautiful Gloss that no other starch has yet accomplished. We are sole agents for the Wairarapa.: [10, 570, 158, 659]
ad-text: ENGLISH & CANADIAN.: [30, 1128, 138, 1139]
list-item: For PLAIN AND FANCY RIBBONS — Murray's Store has the variety.: [166, 578, 306, 614]
ad-text: COPIES of the WAIRARAPA AGE may be obtained from Messrs S. and W. MACKAY, 291 Lambton Quay, Wellington.: [470, 788, 620, 832]
article-paragraph: Mr Justice Button will be sworn in before his Honour, Mr Justice Cooper, to-morrow, and will take the circuit sittings at Blenheim, commencing on the 14th inst. Afterwards he will return to Wellington and take up work there.: [790, 454, 942, 544]
ad-text: Especially when it is Decorated with our Newest Styles in: [16, 1078, 152, 1100]
ad-text: Friezes and Ceilings to match all Papers.: [13, 1147, 155, 1169]
ad-text: GUINEAS.: [258, 1461, 307, 1472]
contents-list: [470, 859, 620, 1020]
article-paragraph: The recent political amalgamation in Victoria and the sudden announcement of an early election has awakened excitement throughout that State.: [790, 100, 942, 156]
ad-text: WE ARE NOW OPENING OUR FIRST SHIPMENT OF NEW SEASONS NOVELTIES.: [320, 99, 453, 136]
ad-title: PAGE & PAGE,: [510, 328, 580, 339]
list-item: SCHOOL BOOKS.: [351, 1281, 429, 1292]
ad-title: SEATON & SLADDEN: [494, 477, 596, 488]
ad-title: NOVELTIES: [23, 145, 145, 167]
paper-title: Wairarapa Age: [485, 1043, 605, 1093]
ad-title: WALL PAPERS.: [40, 1014, 128, 1059]
ad-text: WE offer you the choice of several high-grade and inexpensive Pianos, including: [166, 1363, 311, 1396]
article-paragraph: The inoculation of calves against blackleg is proceeding in the Taranaki district. The Taranaki News is informed on reliable authority that the total loss of calves in the province, both before and after inoculation, is less this year than has been previously experienced on many farms. This position is all the more noteworthy owing to the fact that only the best calves have been kept this year, and it is well known that blackleg attacks the strongest animals. Thus it would seem that blackleg is on the decline.: [790, 1415, 942, 1596]
ad-text: Townsend's Buildings, Over Warnock and Adkins', Queen Street.: [327, 1452, 453, 1485]
list-item: Newest shades and styles in Tan Goods. Call and inspect them.: [166, 1184, 307, 1208]
ad-text: We are Sole Agents—: [166, 1526, 259, 1537]
section-heading: LOCAL AND GENERAL.: [635, 1895, 775, 1907]
ad-arcadia: [166, 851, 311, 1032]
ad-text: LARGE amounts available. £100 to £10,000 on satisfactory security at 4½ per cent. Repayable wholly or partly on 3 months' notice. Apply to: [320, 1533, 460, 1589]
